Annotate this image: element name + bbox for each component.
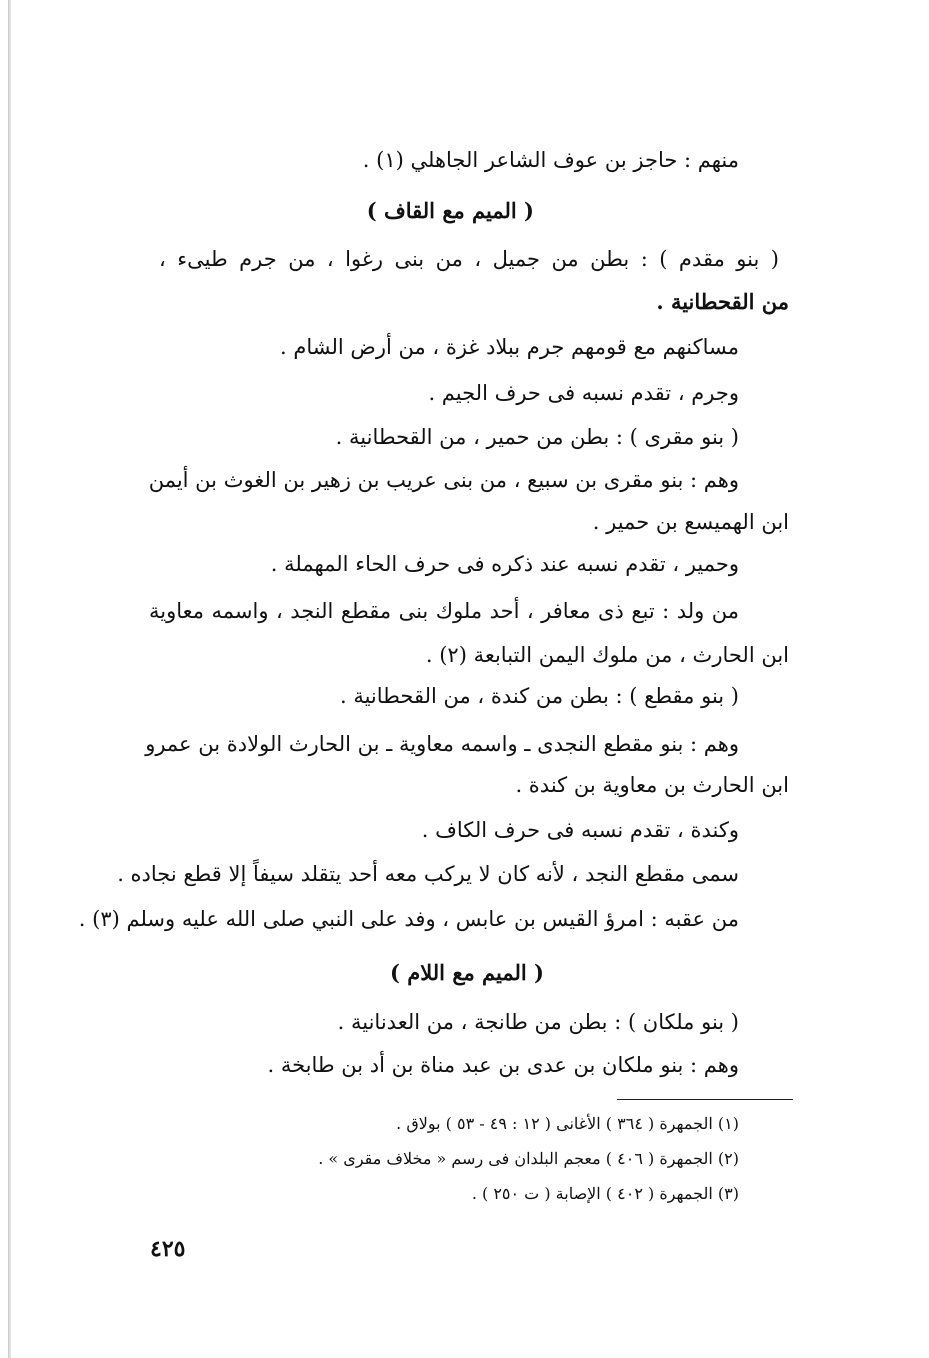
text-line: ( بنو مقرى ) : بطن من حمير ، من القحطانية . xyxy=(335,425,739,449)
text-line: من عقبه : امرؤ القيس بن عابس ، وفد على النبي صلى الله عليه وسلم (٣) . xyxy=(78,907,739,931)
text-line: ( بنو مقطع ) : بطن من كندة ، من القحطانية . xyxy=(339,684,739,708)
text-line: وحمير ، تقدم نسبه عند ذكره فى حرف الحاء المهملة . xyxy=(270,552,739,576)
text-line: ( بنو مقدم ) : بطن من جميل ، من بنى رغوا ، من جرم طيىء ، xyxy=(159,247,779,271)
text-line: ابن الحارث بن معاوية بن كندة . xyxy=(515,773,789,797)
text-line: وكندة ، تقدم نسبه فى حرف الكاف . xyxy=(421,818,739,842)
text-line: مساكنهم مع قومهم جرم ببلاد غزة ، من أرض الشام . xyxy=(280,335,739,359)
text-line: وهم : بنو مقرى بن سبيع ، من بنى عريب بن زهير بن الغوث بن أيمن xyxy=(148,468,739,492)
section-heading: ( الميم مع القاف ) xyxy=(366,198,534,223)
text-line: منهم : حاجز بن عوف الشاعر الجاهلي (١) . xyxy=(362,148,739,172)
section-heading: ( الميم مع اللام ) xyxy=(390,960,544,985)
text-line: ( بنو ملكان ) : بطن من طانجة ، من العدنانية . xyxy=(337,1010,739,1034)
text-line: وهم : بنو مقطع النجدى ـ واسمه معاوية ـ بن الحارث الولادة بن عمرو xyxy=(145,732,739,756)
page-edge xyxy=(8,0,11,1358)
text-line: من القحطانية . xyxy=(656,289,789,314)
text-line: ابن الحارث ، من ملوك اليمن التبابعة (٢) . xyxy=(425,643,789,667)
page-number: ٤٢٥ xyxy=(150,1236,186,1262)
text-line: وهم : بنو ملكان بن عدى بن عبد مناة بن أد بن طابخة . xyxy=(267,1053,739,1077)
text-line: وجرم ، تقدم نسبه فى حرف الجيم . xyxy=(428,381,739,405)
footnote-rule xyxy=(617,1099,793,1100)
text-line: من ولد : تبع ذى معافر ، أحد ملوك بنى مقطع النجد ، واسمه معاوية xyxy=(149,599,739,623)
footnote: (٢) الجمهرة ( ٤٠٦ ) معجم البلدان فى رسم « مخلاف مقرى » . xyxy=(318,1149,739,1168)
text-line: سمى مقطع النجد ، لأنه كان لا يركب معه أحد يتقلد سيفاً إلا قطع نجاده . xyxy=(117,862,739,886)
footnote: (٣) الجمهرة ( ٤٠٢ ) الإصابة ( ت ٢٥٠ ) . xyxy=(471,1184,739,1203)
text-line: ابن الهميسع بن حمير . xyxy=(592,510,789,534)
footnote: (١) الجمهرة ( ٣٦٤ ) الأغانى ( ١٢ : ٤٩ - ٥٣ ) بولاق . xyxy=(396,1114,739,1133)
